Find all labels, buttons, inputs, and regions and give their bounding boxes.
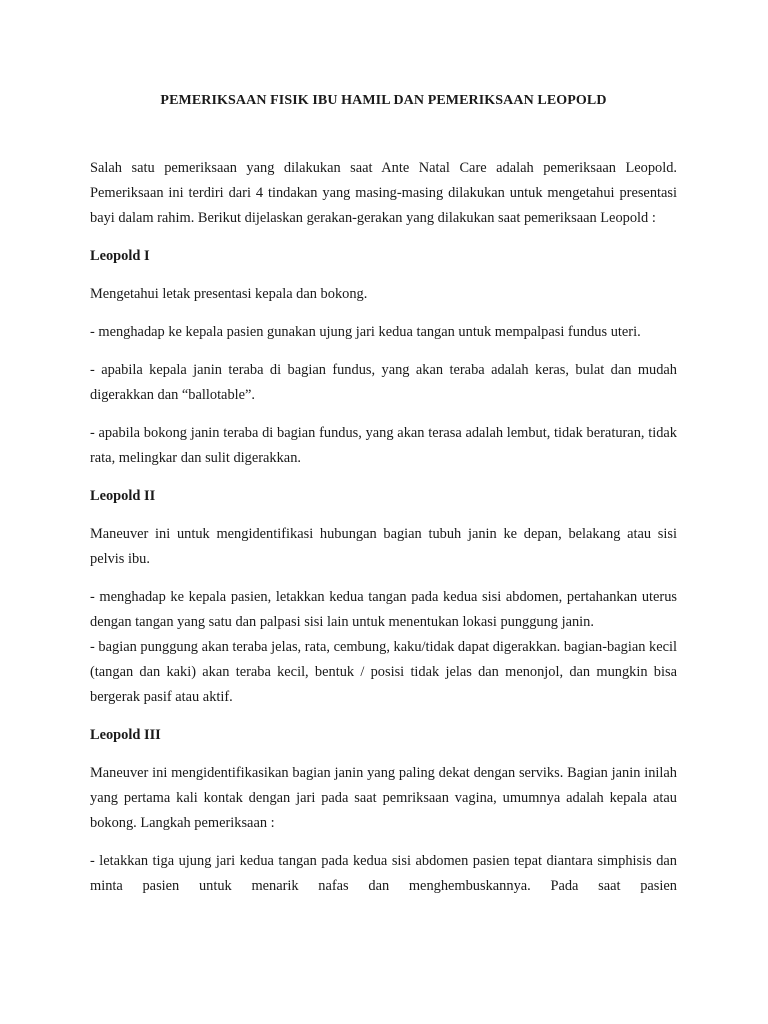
leopold-2-paragraph: - menghadap ke kepala pasien, letakkan kedua tangan pada kedua sisi abdomen, pertahankan uterus dengan tangan yang satu dan palpasi sisi lain untuk menentukan lokasi punggung janin. <box>90 589 677 630</box>
leopold-2-paragraph: - bagian punggung akan teraba jelas, rata, cembung, kaku/tidak dapat digerakkan. bagian-bagian kecil (tangan dan kaki) akan teraba kecil, bentuk / posisi tidak jelas dan menonjol, dan mungkin bisa bergerak pasif atau aktif. <box>90 639 677 705</box>
leopold-1-paragraph: - apabila bokong janin teraba di bagian fundus, yang akan terasa adalah lembut, tidak beraturan, tidak rata, melingkar dan sulit digerakkan. <box>90 425 677 466</box>
leopold-3-paragraph: Maneuver ini mengidentifikasikan bagian janin yang paling dekat dengan serviks. Bagian janin inilah yang pertama kali kontak dengan jari pada saat pemriksaan vagina, umumnya adalah kepala atau bokong. Langkah pemeriksaan : <box>90 765 677 831</box>
leopold-1-paragraph: - menghadap ke kepala pasien gunakan ujung jari kedua tangan untuk mempalpasi fundus uteri. <box>90 324 641 340</box>
heading-leopold-2: Leopold II <box>90 488 156 504</box>
leopold-2-paragraph: Maneuver ini untuk mengidentifikasi hubungan bagian tubuh janin ke depan, belakang atau sisi pelvis ibu. <box>90 526 677 567</box>
leopold-3-paragraph: - letakkan tiga ujung jari kedua tangan pada kedua sisi abdomen pasien tepat diantara simphisis dan minta pasien untuk menarik nafas dan menghembuskannya. Pada saat pasien <box>90 853 677 894</box>
intro-paragraph: Salah satu pemeriksaan yang dilakukan saat Ante Natal Care adalah pemeriksaan Leopold. Pemeriksaan ini terdiri dari 4 tindakan yang masing-masing dilakukan untuk mengetahui presentasi bayi dalam rahim. Berikut dijelaskan gerakan-gerakan yang dilakukan saat pemeriksaan Leopold : <box>90 160 677 226</box>
heading-leopold-1: Leopold I <box>90 248 150 264</box>
heading-leopold-3: Leopold III <box>90 727 161 743</box>
document-body <box>90 93 677 899</box>
document-title: PEMERIKSAAN FISIK IBU HAMIL DAN PEMERIKSAAN LEOPOLD <box>160 93 607 108</box>
leopold-1-paragraph: Mengetahui letak presentasi kepala dan bokong. <box>90 286 368 302</box>
leopold-1-paragraph: - apabila kepala janin teraba di bagian fundus, yang akan teraba adalah keras, bulat dan mudah digerakkan dan “ballotable”. <box>90 362 677 403</box>
